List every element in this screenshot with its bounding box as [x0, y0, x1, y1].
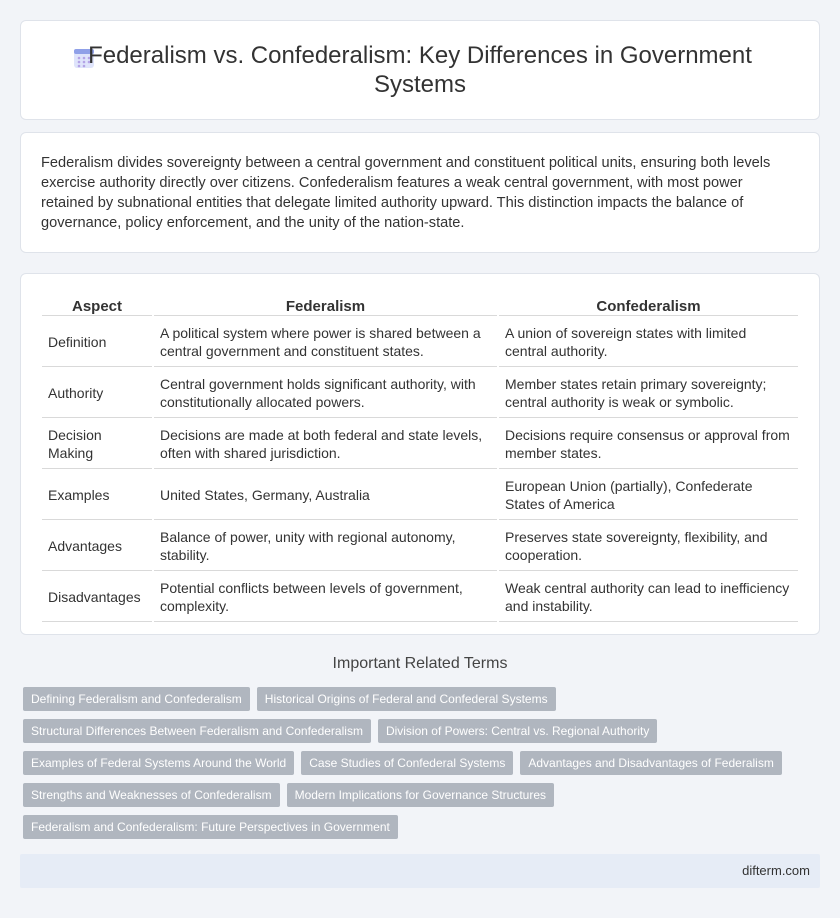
related-term-tag[interactable]: Structural Differences Between Federalism and Confederalism	[23, 719, 371, 743]
table-cell: Advantages	[42, 522, 152, 571]
table-cell: United States, Germany, Australia	[154, 471, 497, 520]
related-term-tag[interactable]: Examples of Federal Systems Around the World	[23, 751, 294, 775]
table-row	[42, 369, 798, 418]
table-cell: Definition	[42, 318, 152, 367]
tag-row	[23, 783, 813, 807]
intro-text: Federalism divides sovereignty between a central government and constituent political units, ensuring both levels exercise authority directly over citizens. Confederalism features a weak central government, with most power retained by subnational entities that delegate limited authority upward. This distinction impacts the balance of governance, policy enforcement, and the unity of the nation-state.	[41, 155, 771, 231]
related-term-tag[interactable]: Strengths and Weaknesses of Confederalism	[23, 783, 280, 807]
table-cell: Disadvantages	[42, 573, 152, 622]
tag-row	[23, 719, 813, 743]
footer	[20, 854, 820, 888]
column-header-aspect: Aspect	[42, 294, 152, 316]
table-cell: Authority	[42, 369, 152, 418]
tag-row	[23, 815, 813, 839]
table-cell: A political system where power is shared between a central government and constituent states.	[154, 318, 497, 367]
site-link[interactable]: difterm.com	[742, 863, 810, 878]
page-title: Federalism vs. Confederalism: Key Differences in Government Systems	[88, 42, 752, 98]
related-term-tag[interactable]: Advantages and Disadvantages of Federalism	[520, 751, 781, 775]
related-term-tag[interactable]: Modern Implications for Governance Structures	[287, 783, 554, 807]
table-cell: Central government holds significant authority, with constitutionally allocated powers.	[154, 369, 497, 418]
table-cell: A union of sovereign states with limited central authority.	[499, 318, 798, 367]
related-terms-tags	[23, 687, 813, 847]
table-row	[42, 522, 798, 571]
column-header-confederalism: Confederalism	[499, 294, 798, 316]
related-term-tag[interactable]: Historical Origins of Federal and Confederal Systems	[257, 687, 556, 711]
column-header-federalism: Federalism	[154, 294, 497, 316]
tag-row	[23, 687, 813, 711]
table-cell: European Union (partially), Confederate States of America	[499, 471, 798, 520]
table-cell: Preserves state sovereignty, flexibility, and cooperation.	[499, 522, 798, 571]
tag-row	[23, 751, 813, 775]
comparison-table	[40, 292, 800, 624]
table-cell: Decisions are made at both federal and state levels, often with shared jurisdiction.	[154, 420, 497, 469]
table-cell: Weak central authority can lead to inefficiency and instability.	[499, 573, 798, 622]
table-cell: Decision Making	[42, 420, 152, 469]
table-cell: Member states retain primary sovereignty; central authority is weak or symbolic.	[499, 369, 798, 418]
table-header-row	[42, 294, 798, 316]
table-row	[42, 318, 798, 367]
table-cell: Decisions require consensus or approval from member states.	[499, 420, 798, 469]
comparison-table-card	[20, 273, 820, 635]
table-row	[42, 471, 798, 520]
header-card	[20, 20, 820, 120]
table-cell: Examples	[42, 471, 152, 520]
table-cell: Balance of power, unity with regional autonomy, stability.	[154, 522, 497, 571]
table-row	[42, 573, 798, 622]
table-cell: Potential conflicts between levels of government, complexity.	[154, 573, 497, 622]
related-term-tag[interactable]: Case Studies of Confederal Systems	[301, 751, 513, 775]
intro-card	[20, 132, 820, 253]
related-term-tag[interactable]: Federalism and Confederalism: Future Perspectives in Government	[23, 815, 398, 839]
related-terms-title: Important Related Terms	[332, 655, 508, 672]
related-term-tag[interactable]: Defining Federalism and Confederalism	[23, 687, 250, 711]
related-term-tag[interactable]: Division of Powers: Central vs. Regional Authority	[378, 719, 657, 743]
table-row	[42, 420, 798, 469]
